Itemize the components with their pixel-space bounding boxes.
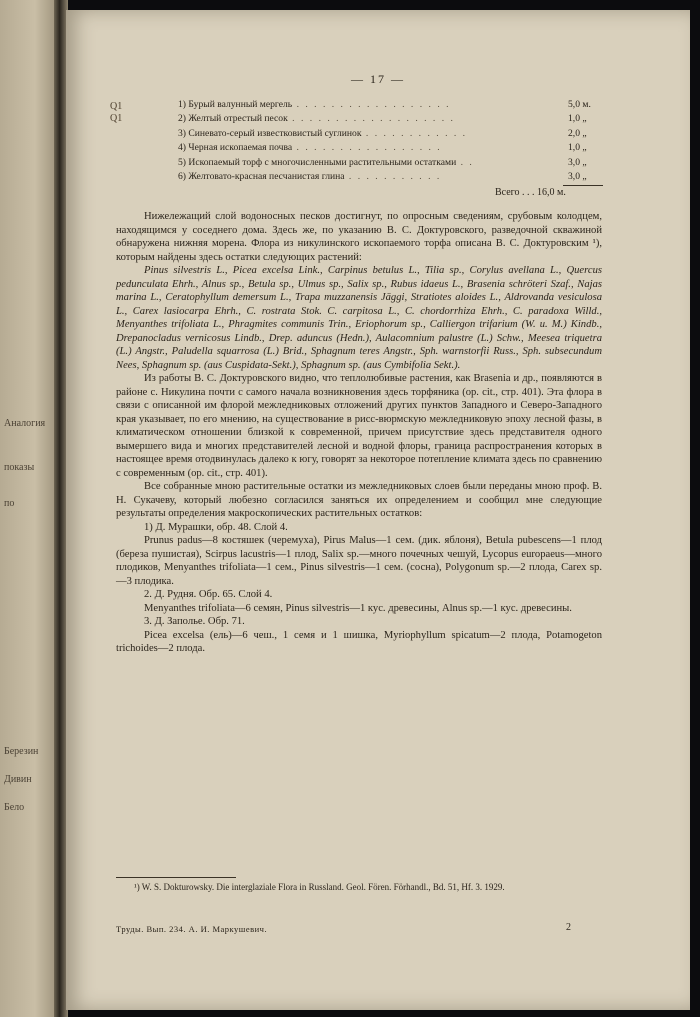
footnote-text: ¹) W. S. Dokturowsky. Die interglaziale Flora in Russland. Geol. Fören. Förhandl., Bd. 51, Hf. 3. 1929. (134, 882, 505, 892)
total-label: Всего . . . (495, 187, 535, 198)
stratigraphy-table (178, 98, 608, 184)
stratum-label: 4) Черная ископаемая почва (178, 142, 293, 154)
stratum-thickness: 2,0 „ (568, 127, 587, 139)
total-value: 16,0 м. (537, 187, 566, 198)
stratum-row: 5) Ископаемый торф с многочисленными растительными остатками . . 3,0 „ (178, 156, 608, 170)
left-page-fragment: Бело (4, 802, 25, 813)
left-page-fragment: показы (4, 462, 35, 473)
sample-finds: Menyanthes trifoliata—6 семян, Pinus silvestris—1 кус. древесины, Alnus sp.—1 кус. древесины. (144, 602, 572, 614)
stratum-label: 3) Синевато-серый известковистый суглинок (178, 127, 362, 139)
body-text (116, 210, 602, 656)
paragraph: Нижележащий слой водоносных песков достигнут, по опросным сведениям, срубовым колодцем, находящимся у соседнего дома. Здесь же, по указанию В. С. Доктуровского, разведочной скважиной обнаружена нижняя морена. Флора из никулинского ископаемого торфа описана В. С. Доктуровским ¹), которым найдены здесь остатки следующих растений: (116, 211, 602, 263)
left-facing-page (0, 0, 58, 1017)
stratum-row: 2) Желтый отрестый песок . . . . . . . . . . . . . . . . . . . 1,0 „ (178, 112, 608, 126)
left-page-fragment: Березин (4, 746, 39, 757)
page-number: — 17 — (351, 72, 405, 86)
stratum-row: 6) Желтовато-красная песчанистая глина . . . . . . . . . . . 3,0 „ (178, 170, 608, 184)
stratum-label: 2) Желтый отрестый песок (178, 113, 288, 125)
total-row (495, 187, 566, 198)
stratum-label: 1) Бурый валунный мергель (178, 99, 293, 110)
stratum-row: 3) Синевато-серый известковистый суглинок . . . . . . . . . . . . 2,0 „ (178, 127, 608, 141)
paragraph: Все собранные мною растительные остатки из межледниковых слоев были переданы мною проф. В. Н. Сукачеву, который любезно согласился заняться их определением и сообщил мне следующие результаты определения макроскопических растительных остатков: (116, 481, 602, 519)
stratum-thickness: 1,0 „ (568, 142, 587, 154)
left-page-fragment: по (4, 498, 15, 509)
stratum-thickness: 1,0 „ (568, 113, 587, 125)
sheet-number: 2 (566, 922, 571, 933)
stratum-thickness: 3,0 „ (568, 170, 587, 182)
sample-heading: 3. Д. Заполье. Обр. 71. (144, 616, 245, 627)
stratum-row: 4) Черная ископаемая почва . . . . . . . . . . . . . . . . . 1,0 „ (178, 141, 608, 155)
sample-finds: Picea excelsa (ель)—6 чеш., 1 семя и 1 шишка, Myriophyllum spicatum—2 плода, Potamogeton trichoides—2 плода. (116, 629, 602, 654)
left-page-fragment: Аналогия (4, 418, 46, 429)
printer-signature: Труды. Вып. 234. А. И. Маркушевич. (116, 924, 268, 934)
stratum-thickness: 3,0 „ (568, 156, 587, 168)
stratigraphy-stamp: Q1 Q1 (110, 101, 123, 124)
paragraph: Из работы В. С. Доктуровского видно, что теплолюбивые растения, как Brasenia и др., появляются в районе с. Никулина почти с самого начала возникновения здесь торфяника (op. cit., стр. 401). Эта флора в связи с описанной им флорой межледниковых отложений других пунктов Западного и Северо-Западного края указывает, по его мнению, на существование в рисс-вюрмскую межледниковую эпоху лесной фазы, в климатическом отношении близкой к современной, причем присутствие здесь представителя одного вымершего вида и многих представителей лесной и водной флоры, граница распространения которых в настоящее время отодвинулась далеко к югу, говорят за некоторое потепление климата здесь по сравнению с современным (op. cit., стр. 401). (116, 373, 602, 479)
species-list: Pinus silvestris L., Picea excelsa Link., Carpinus betulus L., Tilia sp., Corylus avellana L., Quercus pedunculata Ehrh., Alnus sp., Betula sp., Ulmus sp., Salix sp., Rubus idaeus L., Brasenia schröteri Szaf., Najas marina L., Ceratophyllum demersum L., Trapa muzzanensis Jäggi, Stratiotes aloides L., Aldrovanda vesiculosa L., Carex lasiocarpa Ehrh., C. rostrata Stok. C. carpitosa L., C. chordorrhiza Ehrh., C. paradoxa Willd., Menyanthes trifoliata L., Phragmites communis Trin., Eriophorum sp., Calliergon trifarium (W. u. M.) Kindb., Drepanocladus vernicosus Lindb., Drep. aduncus (Hedn.), Aulacomnium palustre (L.) Schw., Meesea triquetra (L.) Angstr., Paludella squarrosa (L.) Brid., Sphagnum teres Angstr., Sph. warnstorfii Russ., Sph. subsecundum Nees, Sphagnum sp. (aus Cuspidata-Sekt.), Sphagnum sp. (aus Cymbifolia Sekt.). (116, 265, 602, 371)
footnote (116, 881, 602, 893)
sample-heading: 2. Д. Рудня. Обр. 65. Слой 4. (144, 589, 273, 600)
left-page-fragment: Дивин (4, 774, 32, 785)
sum-rule (563, 185, 603, 186)
stratum-thickness: 5,0 м. (568, 99, 591, 110)
stratum-label: 6) Желтовато-красная песчанистая глина (178, 170, 345, 182)
sample-finds: Prunus padus—8 костяшек (черемуха), Pirus Malus—1 сем. (дик. яблоня), Betula pubescens—1 плод (береза пушистая), Scirpus lacustris—1 плод, Salix sp.—много почечных чешуй, Lycopus europaeus—много плодиков, Menyanthes trifoliata—1 сем., Pinus silvestris—1 сем. (сосна), Polygonum sp.—2 плода, Carex sp.—3 плодика. (116, 535, 602, 587)
stratum-label: 5) Ископаемый торф с многочисленными растительными остатками (178, 156, 457, 168)
stratum-row: 1) Бурый валунный мергель . . . . . . . . . . . . . . . . . . 5,0 м. (178, 98, 608, 112)
footnote-rule (116, 877, 236, 878)
sample-heading: 1) Д. Мурашки, обр. 48. Слой 4. (144, 521, 288, 533)
